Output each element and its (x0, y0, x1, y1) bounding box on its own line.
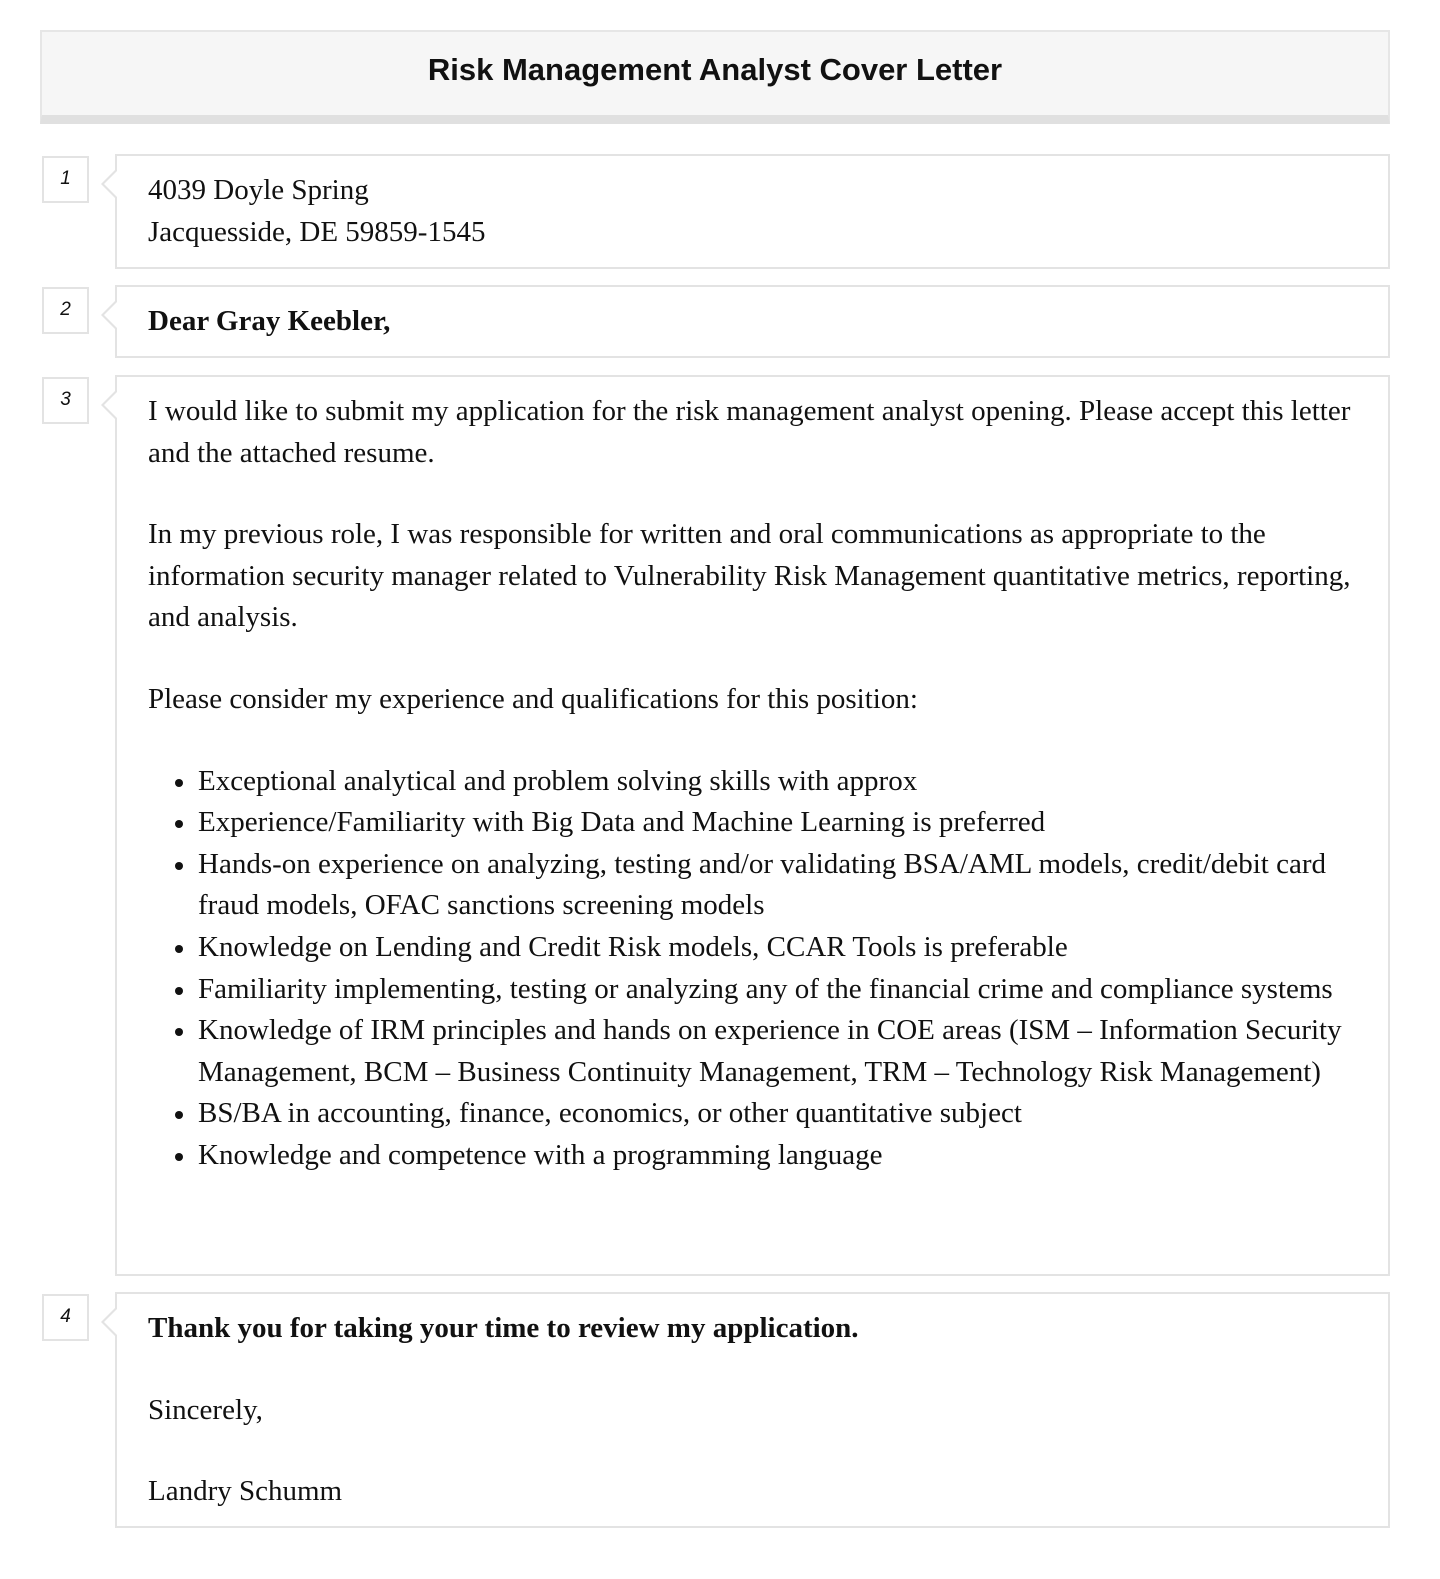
page-title: Risk Management Analyst Cover Letter (427, 51, 1003, 87)
qualification-item: Exceptional analytical and problem solving skills with approx (148, 761, 1368, 803)
section-number: 3 (42, 377, 89, 424)
body-block (115, 375, 1390, 1276)
intro-paragraph: I would like to submit my application for the risk management analyst opening. Please accept this letter and the attached resume. (148, 395, 1351, 469)
greeting: Dear Gray Keebler, (148, 305, 391, 337)
qualification-item: Experience/Familiarity with Big Data and Machine Learning is preferred (148, 802, 1368, 844)
signature: Landry Schumm (148, 1475, 343, 1508)
qualifications-list (148, 761, 1368, 1177)
closing-block (115, 1292, 1390, 1528)
closing-line: Sincerely, (148, 1393, 263, 1426)
section-number: 4 (42, 1294, 89, 1341)
section-number: 1 (42, 156, 89, 203)
qualification-item: Familiarity implementing, testing or analyzing any of the financial crime and compliance systems (148, 969, 1368, 1011)
address-line: Jacquesside, DE 59859-1545 (148, 215, 486, 248)
address-block (115, 154, 1390, 269)
qualification-item: Knowledge and competence with a programming language (148, 1135, 1368, 1177)
consider-paragraph: Please consider my experience and qualifications for this position: (148, 682, 918, 715)
section-number: 2 (42, 287, 89, 334)
qualification-item: Knowledge of IRM principles and hands on experience in COE areas (ISM – Information Security Management, BCM – Business Continuity Management, TRM – Technology Risk Management) (148, 1010, 1368, 1093)
thanks-line: Thank you for taking your time to review my application. (148, 1312, 859, 1344)
previous-role-paragraph: In my previous role, I was responsible for written and oral communications as appropriate to the information security manager related to Vulnerability Risk Management quantitative metrics, reporting, and analysis. (148, 518, 1351, 634)
qualification-item: Knowledge on Lending and Credit Risk models, CCAR Tools is preferable (148, 927, 1368, 969)
address-line: 4039 Doyle Spring (148, 174, 369, 206)
qualification-item: BS/BA in accounting, finance, economics, or other quantitative subject (148, 1093, 1368, 1135)
qualification-item: Hands-on experience on analyzing, testing and/or validating BSA/AML models, credit/debit card fraud models, OFAC sanctions screening models (148, 844, 1368, 927)
greeting-block (115, 285, 1390, 358)
title-bar (40, 30, 1390, 124)
